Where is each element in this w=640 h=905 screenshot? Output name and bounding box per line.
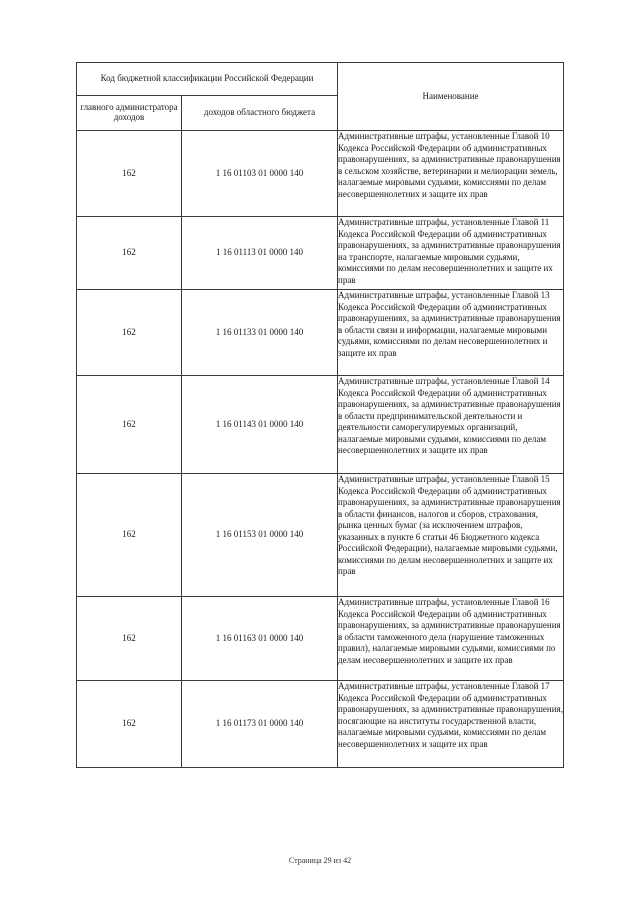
table-row — [77, 474, 564, 597]
header-name-cell: Наименование — [338, 63, 564, 131]
header-admin-cell: главного администратора доходов — [77, 96, 182, 131]
income-name-cell: Административные штрафы, установленные Главой 16 Кодекса Российской Федерации об административных правонарушениях, за административные правонарушения в области таможенного дела (нарушение таможенных правил), налагаемые мировыми судьями, комиссиями по делам несовершеннолетних и защите их прав — [338, 597, 564, 681]
admin-code-cell: 162 — [77, 597, 182, 681]
income-name-cell: Административные штрафы, установленные Главой 10 Кодекса Российской Федерации об административных правонарушениях, за административные правонарушения в сельском хозяйстве, ветеринарии и мелиорации земель, налагаемые мировыми судьями, комиссиями по делам несовершеннолетних и защите их прав — [338, 131, 564, 217]
income-code-cell: 1 16 01163 01 0000 140 — [182, 597, 338, 681]
table-row — [77, 376, 564, 474]
admin-code-cell: 162 — [77, 217, 182, 290]
table-row — [77, 131, 564, 217]
income-name-cell: Административные штрафы, установленные Главой 11 Кодекса Российской Федерации об административных правонарушениях, за административные правонарушения на транспорте, налагаемые мировыми судьями, комиссиями по делам несовершеннолетних и защите их прав — [338, 217, 564, 290]
budget-classification-table — [76, 62, 564, 768]
income-name-cell: Административные штрафы, установленные Главой 14 Кодекса Российской Федерации об административных правонарушениях, за административные правонарушения в области предпринимательской деятельности и деятельности саморегулируемых организаций, налагаемые мировыми судьями, комиссиями по делам несовершеннолетних и защите их прав — [338, 376, 564, 474]
income-code-cell: 1 16 01103 01 0000 140 — [182, 131, 338, 217]
table-row — [77, 290, 564, 376]
income-code-cell: 1 16 01143 01 0000 140 — [182, 376, 338, 474]
table-row — [77, 597, 564, 681]
table-row — [77, 681, 564, 768]
income-name-cell: Административные штрафы, установленные Главой 13 Кодекса Российской Федерации об административных правонарушениях, за административные правонарушения в области связи и информации, налагаемые мировыми судьями, комиссиями по делам несовершеннолетних и защите их прав — [338, 290, 564, 376]
header-group-cell: Код бюджетной классификации Российской Федерации — [77, 63, 338, 96]
income-code-cell: 1 16 01153 01 0000 140 — [182, 474, 338, 597]
income-code-cell: 1 16 01113 01 0000 140 — [182, 217, 338, 290]
income-name-cell: Административные штрафы, установленные Главой 15 Кодекса Российской Федерации об административных правонарушениях, за административные правонарушения в области финансов, налогов и сборов, страхования, рынка ценных бумаг (за исключением штрафов, указанных в пункте 6 статьи 46 Бюджетного кодекса Российской Федерации), налагаемые мировыми судьями, комиссиями по делам несовершеннолетних и защите их прав — [338, 474, 564, 597]
income-code-cell: 1 16 01133 01 0000 140 — [182, 290, 338, 376]
admin-code-cell: 162 — [77, 290, 182, 376]
admin-code-cell: 162 — [77, 681, 182, 768]
header-row-group — [77, 63, 564, 96]
table-row — [77, 217, 564, 290]
page-number: Страница 29 из 42 — [288, 856, 352, 865]
admin-code-cell: 162 — [77, 376, 182, 474]
income-name-cell: Административные штрафы, установленные Главой 17 Кодекса Российской Федерации об административных правонарушениях, за административные правонарушения, посягающие на институты государственной власти, налагаемые мировыми судьями, комиссиями по делам несовершеннолетних и защите их прав — [338, 681, 564, 768]
admin-code-cell: 162 — [77, 131, 182, 217]
income-code-cell: 1 16 01173 01 0000 140 — [182, 681, 338, 768]
header-code-cell: доходов областного бюджета — [182, 96, 338, 131]
admin-code-cell: 162 — [77, 474, 182, 597]
